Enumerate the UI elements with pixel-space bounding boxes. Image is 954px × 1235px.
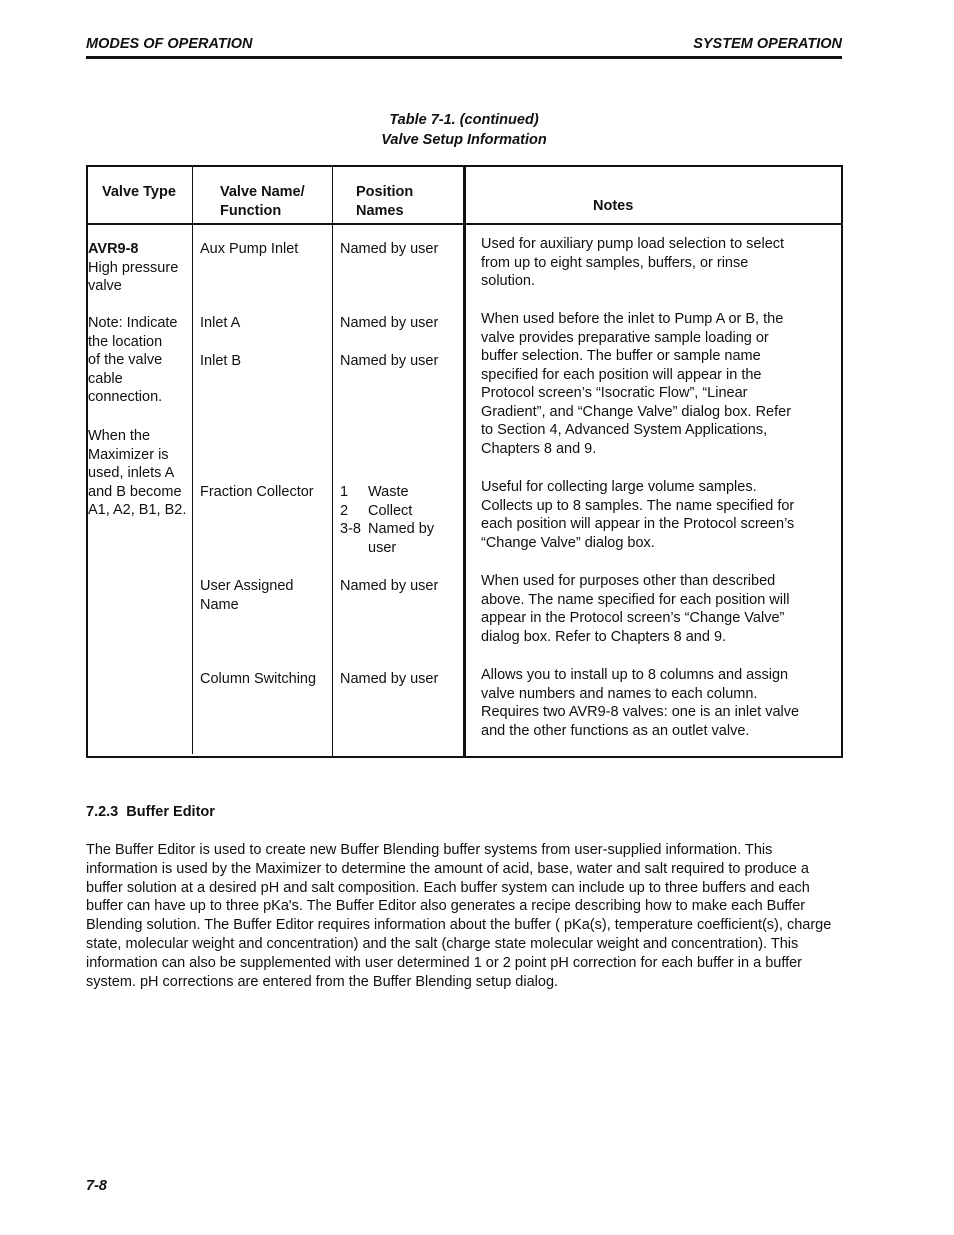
section-heading: 7.2.3 Buffer Editor — [86, 804, 215, 820]
notes-line: buffer selection. The buffer or sample name — [481, 348, 761, 364]
position-inlet-a: Named by user — [340, 315, 439, 331]
table-caption-number: Table 7-1. (continued) — [389, 112, 539, 128]
notes-column-switching — [481, 666, 837, 740]
valve-name-fraction-collector: Fraction Collector — [200, 484, 314, 500]
header-left-title: MODES OF OPERATION — [86, 36, 253, 52]
running-header — [86, 36, 842, 59]
position-fraction-collector — [340, 483, 460, 557]
header-valve-name-line2: Function — [220, 203, 282, 219]
maximizer-note-line: A1, A2, B1, B2. — [88, 502, 187, 518]
notes-user-assigned — [481, 572, 837, 646]
notes-line: When used for purposes other than described — [481, 573, 776, 589]
table-divider-3 — [463, 165, 466, 758]
table-border-right — [841, 165, 843, 758]
valve-type-note-line: cable — [88, 370, 123, 387]
position-label: user — [368, 539, 397, 556]
notes-line: valve provides preparative sample loading or — [481, 329, 769, 346]
valve-name-aux-pump-inlet: Aux Pump Inlet — [200, 241, 299, 257]
notes-line: Protocol screen’s “Isocratic Flow”, “Linear — [481, 385, 748, 401]
notes-line: Requires two AVR9-8 valves: one is an inlet valve — [481, 704, 800, 720]
valve-type-note-line: Note: Indicate — [88, 315, 178, 331]
position-label: Collect — [368, 502, 413, 519]
notes-inlet-a-b — [481, 310, 837, 458]
valve-type-desc-1: High pressure — [88, 259, 179, 276]
valve-type-name: AVR9-8 — [88, 241, 139, 257]
notes-line: When used before the inlet to Pump A or B, the — [481, 311, 784, 327]
notes-line: to Section 4, Advanced System Applications, — [481, 422, 768, 438]
position-number: 1 — [340, 484, 349, 500]
header-notes: Notes — [593, 198, 634, 214]
notes-line: above. The name specified for each position will — [481, 591, 790, 608]
position-user-assigned: Named by user — [340, 578, 439, 594]
section-paragraph: The Buffer Editor is used to create new Buffer Blending buffer systems from user-supplied information. This information is used by the Maximizer to determine the amount of acid, base, water and salt required to produce a buffer solution at a desired pH and salt composition. Each buffer system can include up to three buffers and each buffer can have up to three pKa's. The Buffer Editor also generates a recipe describing how to make each Buffer Blending solution. The Buffer Editor requires information about the buffer ( pKa(s), temperature coefficient(s), charge state, molecular weight and concentration) and the salt (charge state molecular weight and concentration). This information can also be supplemented with user determined 1 or 2 point pH correction for each buffer in a buffer system. pH corrections are entered from the Buffer Blending setup dialog. — [86, 842, 832, 990]
notes-line: valve numbers and names to each column. — [481, 685, 758, 702]
header-position-line2: Names — [356, 203, 404, 219]
notes-line: specified for each position will appear in the — [481, 366, 762, 383]
page-number: 7-8 — [86, 1178, 107, 1194]
table-caption-title: Valve Setup Information — [381, 132, 547, 148]
position-entry-1 — [340, 483, 460, 502]
valve-type-cell — [88, 240, 192, 296]
notes-line: Useful for collecting large volume samples. — [481, 479, 757, 495]
position-column-switching: Named by user — [340, 671, 439, 687]
maximizer-note-line: used, inlets A — [88, 465, 175, 481]
header-valve-name — [220, 183, 305, 221]
notes-line: appear in the Protocol screen’s “Change Valve” — [481, 610, 785, 626]
notes-line: Gradient”, and “Change Valve” dialog box. Refer — [481, 403, 792, 420]
notes-line: solution. — [481, 273, 536, 289]
table-caption — [86, 110, 842, 150]
notes-fraction-collector — [481, 478, 837, 552]
notes-line: Collects up to 8 samples. The name specified for — [481, 497, 795, 514]
notes-aux-pump-inlet — [481, 235, 837, 291]
valve-type-note — [88, 314, 192, 407]
notes-line: from up to eight samples, buffers, or rinse — [481, 254, 749, 271]
position-aux-pump-inlet: Named by user — [340, 241, 439, 257]
notes-line: “Change Valve” dialog box. — [481, 534, 655, 551]
position-number: 3-8 — [340, 521, 361, 537]
header-right-title: SYSTEM OPERATION — [693, 36, 842, 52]
valve-name-user-assigned — [200, 577, 294, 614]
valve-name-inlet-b: Inlet B — [200, 353, 242, 369]
position-inlet-b: Named by user — [340, 353, 439, 369]
valve-name-user-assigned-line2: Name — [200, 596, 239, 613]
header-valve-name-line1: Valve Name/ — [220, 184, 305, 200]
valve-type-desc-2: valve — [88, 278, 122, 294]
maximizer-note-line: Maximizer is — [88, 446, 169, 463]
notes-line: and the other functions as an outlet valve. — [481, 722, 750, 739]
maximizer-note-line: and B become — [88, 483, 182, 500]
position-label: Waste — [368, 484, 409, 500]
header-position-line1: Position — [356, 184, 414, 200]
valve-name-user-assigned-line1: User Assigned — [200, 578, 294, 594]
valve-type-maximizer-note — [88, 427, 200, 520]
table-divider-2 — [332, 165, 333, 758]
notes-line: each position will appear in the Protocol screen’s — [481, 516, 795, 532]
position-number: 2 — [340, 502, 349, 519]
maximizer-note-line: When the — [88, 428, 151, 444]
position-entry-2 — [340, 502, 460, 521]
valve-type-note-line: connection. — [88, 389, 163, 405]
position-label: Named by — [368, 521, 435, 537]
header-valve-type: Valve Type — [102, 184, 176, 200]
notes-line: Used for auxiliary pump load selection to select — [481, 236, 785, 252]
valve-setup-table — [86, 165, 842, 758]
position-entry-3-8-cont — [340, 539, 460, 558]
valve-name-inlet-a: Inlet A — [200, 315, 241, 331]
valve-type-note-line: of the valve — [88, 352, 163, 368]
notes-line: Allows you to install up to 8 columns and assign — [481, 667, 789, 683]
notes-line: Chapters 8 and 9. — [481, 440, 597, 457]
header-position-names — [356, 183, 413, 221]
notes-line: dialog box. Refer to Chapters 8 and 9. — [481, 628, 727, 645]
valve-name-column-switching: Column Switching — [200, 671, 317, 687]
valve-type-note-line: the location — [88, 333, 163, 350]
position-entry-3-8 — [340, 520, 460, 539]
